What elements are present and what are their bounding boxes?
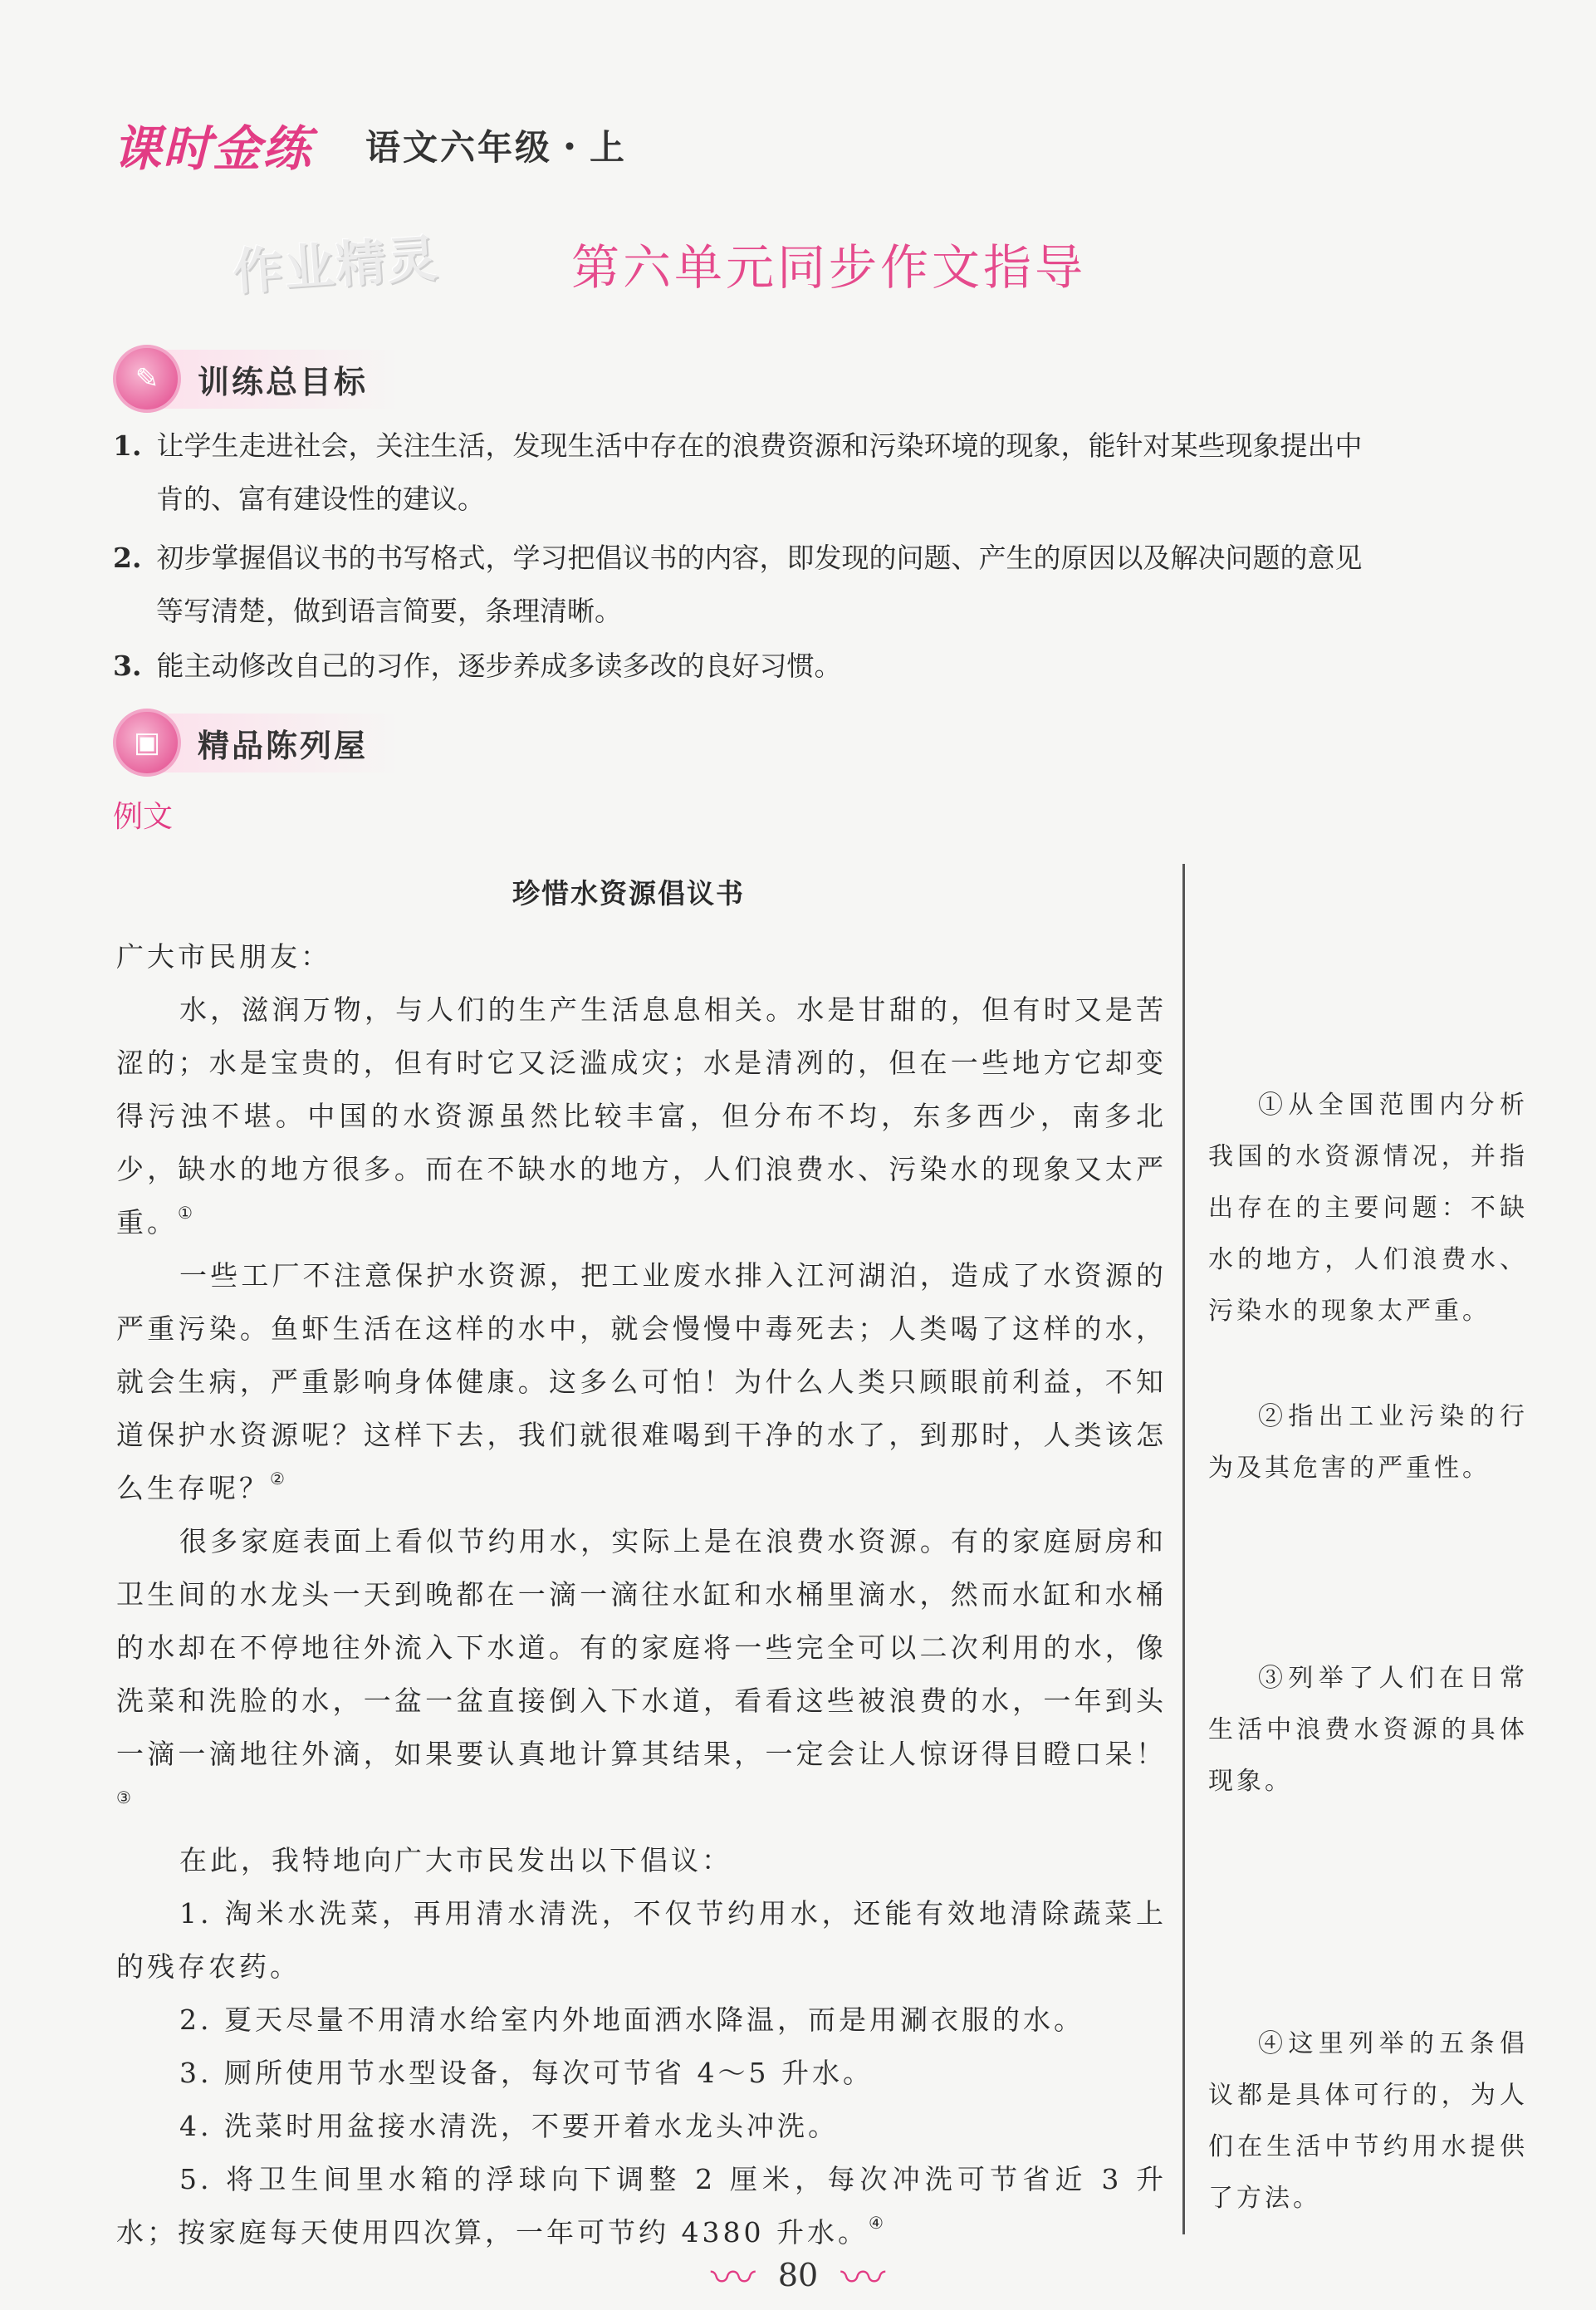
essay-paragraph-text: 水，滋润万物，与人们的生产生活息息相关。水是甘甜的，但有时又是苦涩的；水是宝贵的，但有时它又泛滥成灾；水是清冽的，但在一些地方它却变得污浊不堪。中国的水资源虽然比较丰富，但分布不均，东多西少，南多北少，缺水的地方很多。而在不缺水的地方，人们浪费水、污染水的现象又太严重。 — [116, 993, 1167, 1238]
essay-paragraph — [116, 983, 1167, 1249]
page-title: 第六单元同步作文指导 — [571, 239, 1087, 296]
proposal-item: 4. 洗菜时用盆接水清洗，不要开着水龙头冲洗。 — [179, 2110, 839, 2142]
proposal-item-text: 5. 将卫生间里水箱的浮球向下调整 2 厘米，每次冲洗可节省近 3 升水；按家庭每天使用四次算，一年可节约 4380 升水。 — [116, 2163, 1167, 2249]
side-note — [1208, 2018, 1528, 2224]
essay-paragraph — [116, 1515, 1167, 1834]
page-footer — [0, 2243, 1596, 2307]
objective-number: 2. — [113, 542, 142, 574]
annotation-mark: ④ — [868, 2213, 887, 2233]
section-goals — [113, 349, 401, 409]
side-note-text: ①从全国范围内分析我国的水资源情况，并指出存在的主要问题：不缺水的地方，人们浪费水、污染水的现象太严重。 — [1208, 1091, 1528, 1326]
essay-body — [116, 930, 1167, 2259]
objective-number: 3. — [113, 650, 142, 682]
objective-item — [113, 419, 1525, 526]
objective-item — [113, 532, 1525, 638]
objective-number: 1. — [113, 429, 142, 462]
watermark: 作业精灵 — [231, 229, 441, 302]
left-swirl-icon: 〰 — [710, 2252, 756, 2304]
essay-title: 珍惜水资源倡议书 — [512, 877, 745, 910]
brand-logo: 课时金练 — [113, 120, 313, 177]
page-number: 80 — [777, 2256, 819, 2293]
cube-icon: ▣ — [113, 709, 181, 777]
essay-paragraph-text: 一些工厂不注意保护水资源，把工业废水排入江河湖泊，造成了水资源的严重污染。鱼虾生活在这样的水中，就会慢慢中毒死去；人类喝了这样的水，就会生病，严重影响身体健康。这多么可怕！为什么人类只顾眼前利益，不知道保护水资源呢？这样下去，我们就很难喝到干净的水了，到那时，人类该怎么生存呢？ — [116, 1259, 1167, 1504]
example-label: 例文 — [113, 800, 174, 834]
objective-text-cont: 等写清楚，做到语言简要，条理清晰。 — [156, 595, 622, 627]
annotation-mark: ③ — [116, 1788, 135, 1807]
objective-text: 能主动修改自己的习作，逐步养成多读多改的良好习惯。 — [156, 650, 842, 682]
column-divider — [1182, 864, 1185, 2234]
annotation-mark: ① — [178, 1203, 196, 1223]
book-subtitle: 语文六年级・上 — [365, 127, 628, 168]
right-swirl-icon: 〰 — [840, 2252, 886, 2304]
pencil-icon: ✎ — [113, 345, 181, 413]
side-note — [1208, 1080, 1528, 1337]
side-note-text: ④这里列举的五条倡议都是具体可行的，为人们在生活中节约用水提供了方法。 — [1208, 2029, 1528, 2213]
side-note — [1208, 1391, 1528, 1494]
section-goals-title: 训练总目标 — [156, 350, 401, 409]
proposal-item: 3. 厕所使用节水型设备，每次可节省 4～5 升水。 — [179, 2057, 874, 2089]
section-showcase — [113, 713, 401, 772]
objective-text: 让学生走进社会，关注生活，发现生活中存在的浪费资源和污染环境的现象，能针对某些现象提出中 — [156, 429, 1363, 462]
essay-paragraph: 在此，我特地向广大市民发出以下倡议： — [179, 1844, 732, 1876]
proposal-item: 1. 淘米水洗菜，再用清水清洗，不仅节约用水，还能有效地清除蔬菜上的残存农药。 — [116, 1897, 1167, 1983]
side-note-text: ②指出工业污染的行为及其危害的严重性。 — [1208, 1402, 1528, 1483]
section-showcase-title: 精品陈列屋 — [156, 714, 401, 772]
side-note-text: ③列举了人们在日常生活中浪费水资源的具体现象。 — [1208, 1664, 1528, 1796]
annotation-mark: ② — [270, 1469, 288, 1489]
proposal-item: 2. 夏天尽量不用清水给室内外地面洒水降温，而是用涮衣服的水。 — [179, 2003, 1084, 2036]
side-note — [1208, 1653, 1528, 1807]
objective-text-cont: 肯的、富有建设性的建议。 — [156, 483, 485, 515]
objective-text: 初步掌握倡议书的书写格式，学习把倡议书的内容，即发现的问题、产生的原因以及解决问题的意见 — [156, 542, 1363, 574]
essay-salutation: 广大市民朋友： — [116, 940, 331, 973]
objective-item — [113, 640, 1525, 693]
essay-paragraph — [116, 1249, 1167, 1515]
essay-paragraph-text: 很多家庭表面上看似节约用水，实际上是在浪费水资源。有的家庭厨房和卫生间的水龙头一天到晚都在一滴一滴往水缸和水桶里滴水，然而水缸和水桶的水却在不停地往外流入下水道。有的家庭将一些完全可以二次利用的水，像洗菜和洗脸的水，一盆一盆直接倒入下水道，看看这些被浪费的水，一年到头一滴一滴地往外滴，如果要认真地计算其结果，一定会让人惊讶得目瞪口呆！ — [116, 1525, 1167, 1770]
